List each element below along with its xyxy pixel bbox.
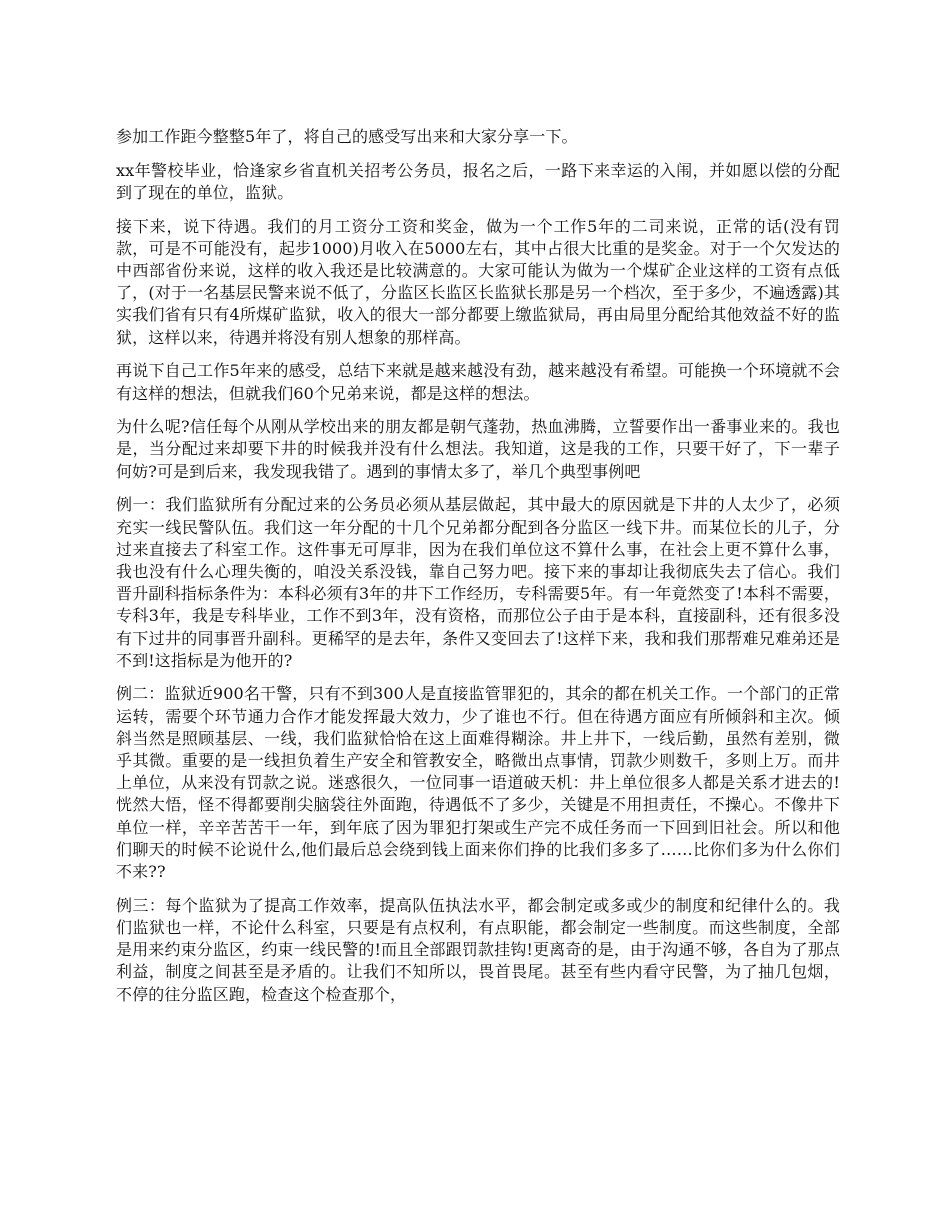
document-body: [116, 126, 840, 1017]
paragraph-example-two: 例二：监狱近900名干警，只有不到300人是直接监管罪犯的，其余的都在机关工作。一个部门的正常运转，需要个环节通力合作才能发挥最大效力，少了谁也不行。但在待遇方面应有所倾斜和主次。倾斜当然是照顾基层、一线，我们监狱恰恰在这上面难得糊涂。井上井下，一线后勤，虽然有差别，微乎其微。重要的是一线担负着生产安全和管教安全，略微出点事情，罚款少则数千，多则上万。而井上单位，从来没有罚款之说。迷惑很久，一位同事一语道破天机：井上单位很多人都是关系才进去的!恍然大悟，怪不得都要削尖脑袋往外面跑，待遇低不了多少，关键是不用担责任，不操心。不像井下单位一样，辛辛苦苦干一年，到年底了因为罪犯打架或生产完不成任务而一下回到旧社会。所以和他们聊天的时候不论说什么,他们最后总会绕到钱上面来你们挣的比我们多多了……比你们多为什么你们不来??: [116, 684, 840, 882]
paragraph-example-one: 例一：我们监狱所有分配过来的公务员必须从基层做起，其中最大的原因就是下井的人太少了，必须充实一线民警队伍。我们这一年分配的十几个兄弟都分配到各分监区一线下井。而某位长的儿子，分过来直接去了科室工作。这件事无可厚非，因为在我们单位这不算什么事，在社会上更不算什么事，我也没有什么心理失衡的，咱没关系没钱，靠自己努力吧。接下来的事却让我彻底失去了信心。我们晋升副科指标条件为：本科必须有3年的井下工作经历，专科需要5年。有一年竟然变了!本科不需要，专科3年，我是专科毕业，工作不到3年，没有资格，而那位公子由于是本科，直接副科，还有很多没有下过井的同事晋升副科。更稀罕的是去年，条件又变回去了!这样下来，我和我们那帮难兄难弟还是不到!这指标是为他开的?: [116, 495, 840, 670]
paragraph-intro: 参加工作距今整整5年了，将自己的感受写出来和大家分享一下。: [116, 127, 578, 146]
paragraph-why: 为什么呢?信任每个从刚从学校出来的朋友都是朝气蓬勃，热血沸腾，立誓要作出一番事业来的。我也是，当分配过来却要下井的时候我并没有什么想法。我知道，这是我的工作，只要干好了，下一辈子何妨?可是到后来，我发现我错了。遇到的事情太多了，举几个典型事例吧: [116, 417, 840, 481]
paragraph-feelings: 再说下自己工作5年来的感受，总结下来就是越来越没有劲，越来越没有希望。可能换一个环境就不会有这样的想法，但就我们60个兄弟来说，都是这样的想法。: [116, 361, 840, 403]
paragraph-example-three: 例三：每个监狱为了提高工作效率，提高队伍执法水平，都会制定或多或少的制度和纪律什么的。我们监狱也一样，不论什么科室，只要是有点权利，有点职能，都会制定一些制度。而这些制度，全部是用来约束分监区，约束一线民警的!而且全部跟罚款挂钩!更离奇的是，由于沟通不够，各自为了那点利益，制度之间甚至是矛盾的。让我们不知所以，畏首畏尾。甚至有些内看守民警，为了抽几包烟，不停的往分监区跑，检查这个检查那个，: [116, 895, 840, 1004]
paragraph-graduation: xx年警校毕业，恰逢家乡省直机关招考公务员，报名之后，一路下来幸运的入闱，并如愿以偿的分配到了现在的单位，监狱。: [116, 160, 840, 202]
paragraph-salary: 接下来，说下待遇。我们的月工资分工资和奖金，做为一个工作5年的二司来说，正常的话(没有罚款，可是不可能没有，起步1000)月收入在5000左右，其中占很大比重的是奖金。对于一个欠发达的中西部省份来说，这样的收入我还是比较满意的。大家可能认为做为一个煤矿企业这样的工资有点低了，(对于一名基层民警来说不低了，分监区长监区长监狱长那是另一个档次，至于多少，不遍透露)其实我们省有只有4所煤矿监狱，收入的很大一部分都要上缴监狱局，再由局里分配给其他效益不好的监狱，这样以来，待遇并将没有别人想象的那样高。: [116, 216, 840, 347]
